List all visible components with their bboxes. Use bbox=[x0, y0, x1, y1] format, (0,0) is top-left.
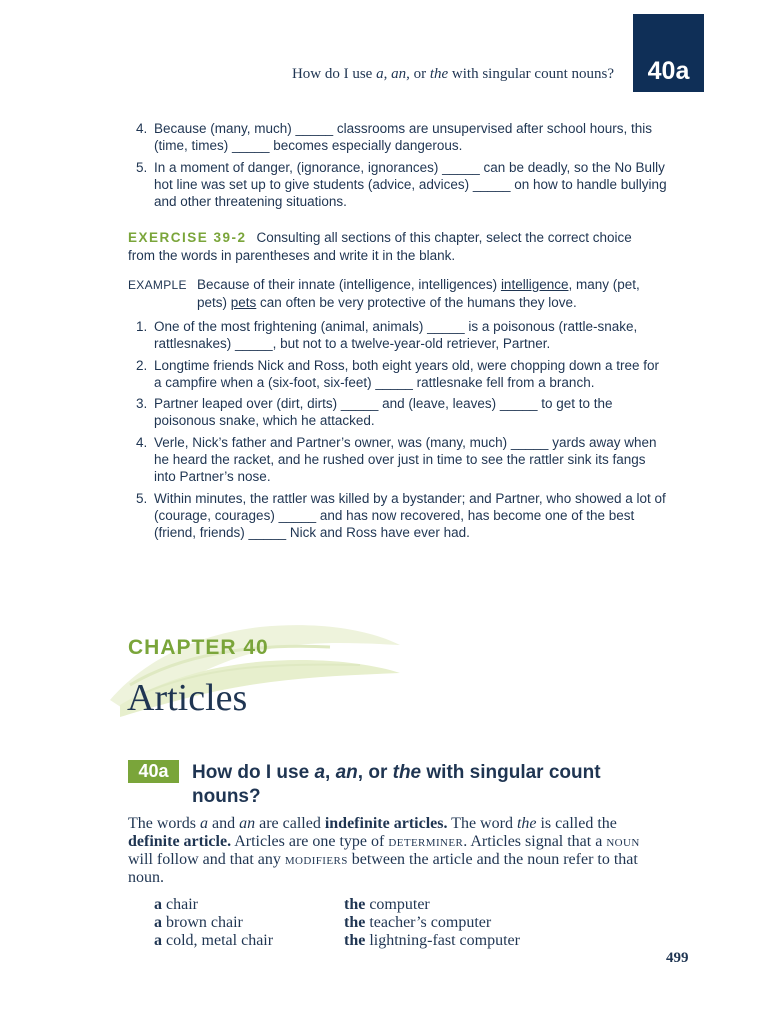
phrase: lightning-fast computer bbox=[365, 932, 520, 949]
running-header-sep: , bbox=[383, 66, 392, 82]
item-text: One of the most frightening (animal, animals) _____ is a poisonous (rattle-snake, rattlesnakes) _____, but not to a twelve-year-old retriever, Partner. bbox=[154, 319, 638, 352]
list-item bbox=[130, 434, 670, 486]
article: the bbox=[344, 896, 366, 913]
indefinite-examples bbox=[154, 896, 273, 950]
item-number: 4. bbox=[136, 434, 148, 450]
chapter-title: Articles bbox=[127, 677, 248, 719]
italic-term: a bbox=[199, 815, 208, 832]
phrase: computer bbox=[365, 896, 430, 913]
example-answer: pets bbox=[230, 295, 257, 310]
italic-term: an bbox=[239, 815, 256, 832]
example-phrase bbox=[344, 932, 520, 950]
article: the bbox=[344, 914, 366, 931]
example-part: can often be very protective of the humans they love. bbox=[256, 295, 577, 310]
list-item bbox=[130, 120, 670, 155]
italic-term: the bbox=[516, 815, 537, 832]
exercise-39-1-list bbox=[130, 120, 670, 214]
example-phrase bbox=[154, 932, 273, 950]
phrase: chair bbox=[162, 896, 198, 913]
example-part: , many (pet, pets) bbox=[197, 277, 640, 310]
phrase: brown chair bbox=[162, 914, 243, 931]
item-number: 4. bbox=[136, 121, 148, 136]
article: a bbox=[154, 914, 162, 931]
heading-a: a bbox=[314, 762, 326, 783]
item-text: Within minutes, the rattler was killed by a bystander; and Partner, who showed a lot of (courage, courages) _____ and has now recovered, has become one of the best (friend, friends) _____ Nick and Ross have ever had. bbox=[154, 490, 666, 541]
list-item bbox=[130, 357, 670, 392]
item-number: 2. bbox=[136, 357, 148, 373]
running-header-text: How do I use bbox=[291, 66, 377, 82]
heading-the: the bbox=[392, 762, 422, 783]
article: a bbox=[154, 932, 162, 949]
section-heading bbox=[192, 761, 652, 809]
exercise-39-2-list bbox=[130, 318, 670, 546]
item-number: 5. bbox=[136, 490, 148, 506]
item-text: Because (many, much) _____ classrooms are unsupervised after school hours, this (time, times) _____ becomes especially dangerous. bbox=[154, 121, 652, 154]
chapter-number: CHAPTER 40 bbox=[128, 636, 269, 659]
heading-part: , bbox=[325, 762, 336, 783]
section-tab: 40a bbox=[633, 14, 704, 92]
example-phrase bbox=[344, 896, 520, 914]
running-header-text: with singular count nouns? bbox=[448, 66, 614, 82]
exercise-instructions bbox=[128, 229, 658, 265]
item-text: In a moment of danger, (ignorance, ignorances) _____ can be deadly, so the No Bully hot line was set up to give students (advice, advices) _____ on how to handle bullying and other threatening situations. bbox=[154, 159, 667, 210]
glossary-term: modifiers bbox=[284, 851, 348, 868]
item-text: Verle, Nick’s father and Partner’s owner, was (many, much) _____ yards away when he heard the racket, and he rushed over just in time to see the rattler sink its fangs into Partner’s nose. bbox=[154, 434, 657, 485]
heading-part: , or bbox=[357, 762, 393, 783]
text: . Articles signal that a bbox=[463, 833, 607, 850]
text: will follow and that any bbox=[128, 851, 285, 868]
item-number: 5. bbox=[136, 159, 148, 175]
text: is called the bbox=[536, 815, 617, 832]
glossary-term: noun bbox=[606, 833, 640, 850]
example-text bbox=[197, 276, 657, 312]
text: and bbox=[207, 815, 240, 832]
running-header-sep: , or bbox=[406, 66, 430, 82]
example-phrase bbox=[154, 896, 273, 914]
list-item bbox=[130, 395, 670, 430]
list-item bbox=[130, 490, 670, 542]
text: are called bbox=[255, 815, 325, 832]
page-number: 499 bbox=[666, 950, 689, 966]
item-text: Longtime friends Nick and Ross, both eight years old, were chopping down a tree for a campfire when a (six-foot, six-feet) _____ rattlesnake fell from a branch. bbox=[154, 357, 660, 390]
running-header-the: the bbox=[429, 66, 449, 82]
text: between the article and the noun refer to that noun. bbox=[128, 851, 638, 886]
example-label: EXAMPLE bbox=[128, 278, 187, 292]
article: the bbox=[344, 932, 366, 949]
item-number: 1. bbox=[136, 319, 148, 334]
text: The words bbox=[128, 815, 200, 832]
example-phrase bbox=[344, 914, 520, 932]
example-answer: intelligence bbox=[500, 277, 569, 292]
example-phrase bbox=[154, 914, 273, 932]
phrase: teacher’s computer bbox=[365, 914, 492, 931]
body-paragraph bbox=[128, 815, 658, 887]
bold-term: definite article. bbox=[128, 833, 232, 850]
text: Articles are one type of bbox=[231, 833, 389, 850]
running-header-an: an bbox=[391, 66, 407, 82]
text: The word bbox=[447, 815, 517, 832]
heading-part: with singular count nouns? bbox=[192, 762, 601, 807]
phrase: cold, metal chair bbox=[162, 932, 274, 949]
definite-examples bbox=[344, 896, 520, 950]
running-header bbox=[0, 66, 614, 83]
exercise-label: EXERCISE 39-2 bbox=[128, 230, 247, 245]
running-header-a: a bbox=[376, 66, 384, 82]
heading-an: an bbox=[335, 762, 358, 783]
heading-part: How do I use bbox=[192, 762, 315, 783]
bold-term: indefinite articles. bbox=[324, 815, 448, 832]
exercise-text: Consulting all sections of this chapter, select the correct choice from the words in parentheses and write it in the blank. bbox=[128, 230, 632, 263]
example-part: Because of their innate (intelligence, intelligences) bbox=[197, 277, 501, 292]
section-tag: 40a bbox=[128, 760, 179, 783]
item-text: Partner leaped over (dirt, dirts) _____ and (leave, leaves) _____ to get to the poisonous snake, which he attacked. bbox=[154, 396, 613, 429]
glossary-term: determiner bbox=[388, 833, 464, 850]
article: a bbox=[154, 896, 162, 913]
list-item bbox=[130, 159, 670, 211]
item-number: 3. bbox=[136, 396, 148, 412]
list-item bbox=[130, 318, 670, 353]
